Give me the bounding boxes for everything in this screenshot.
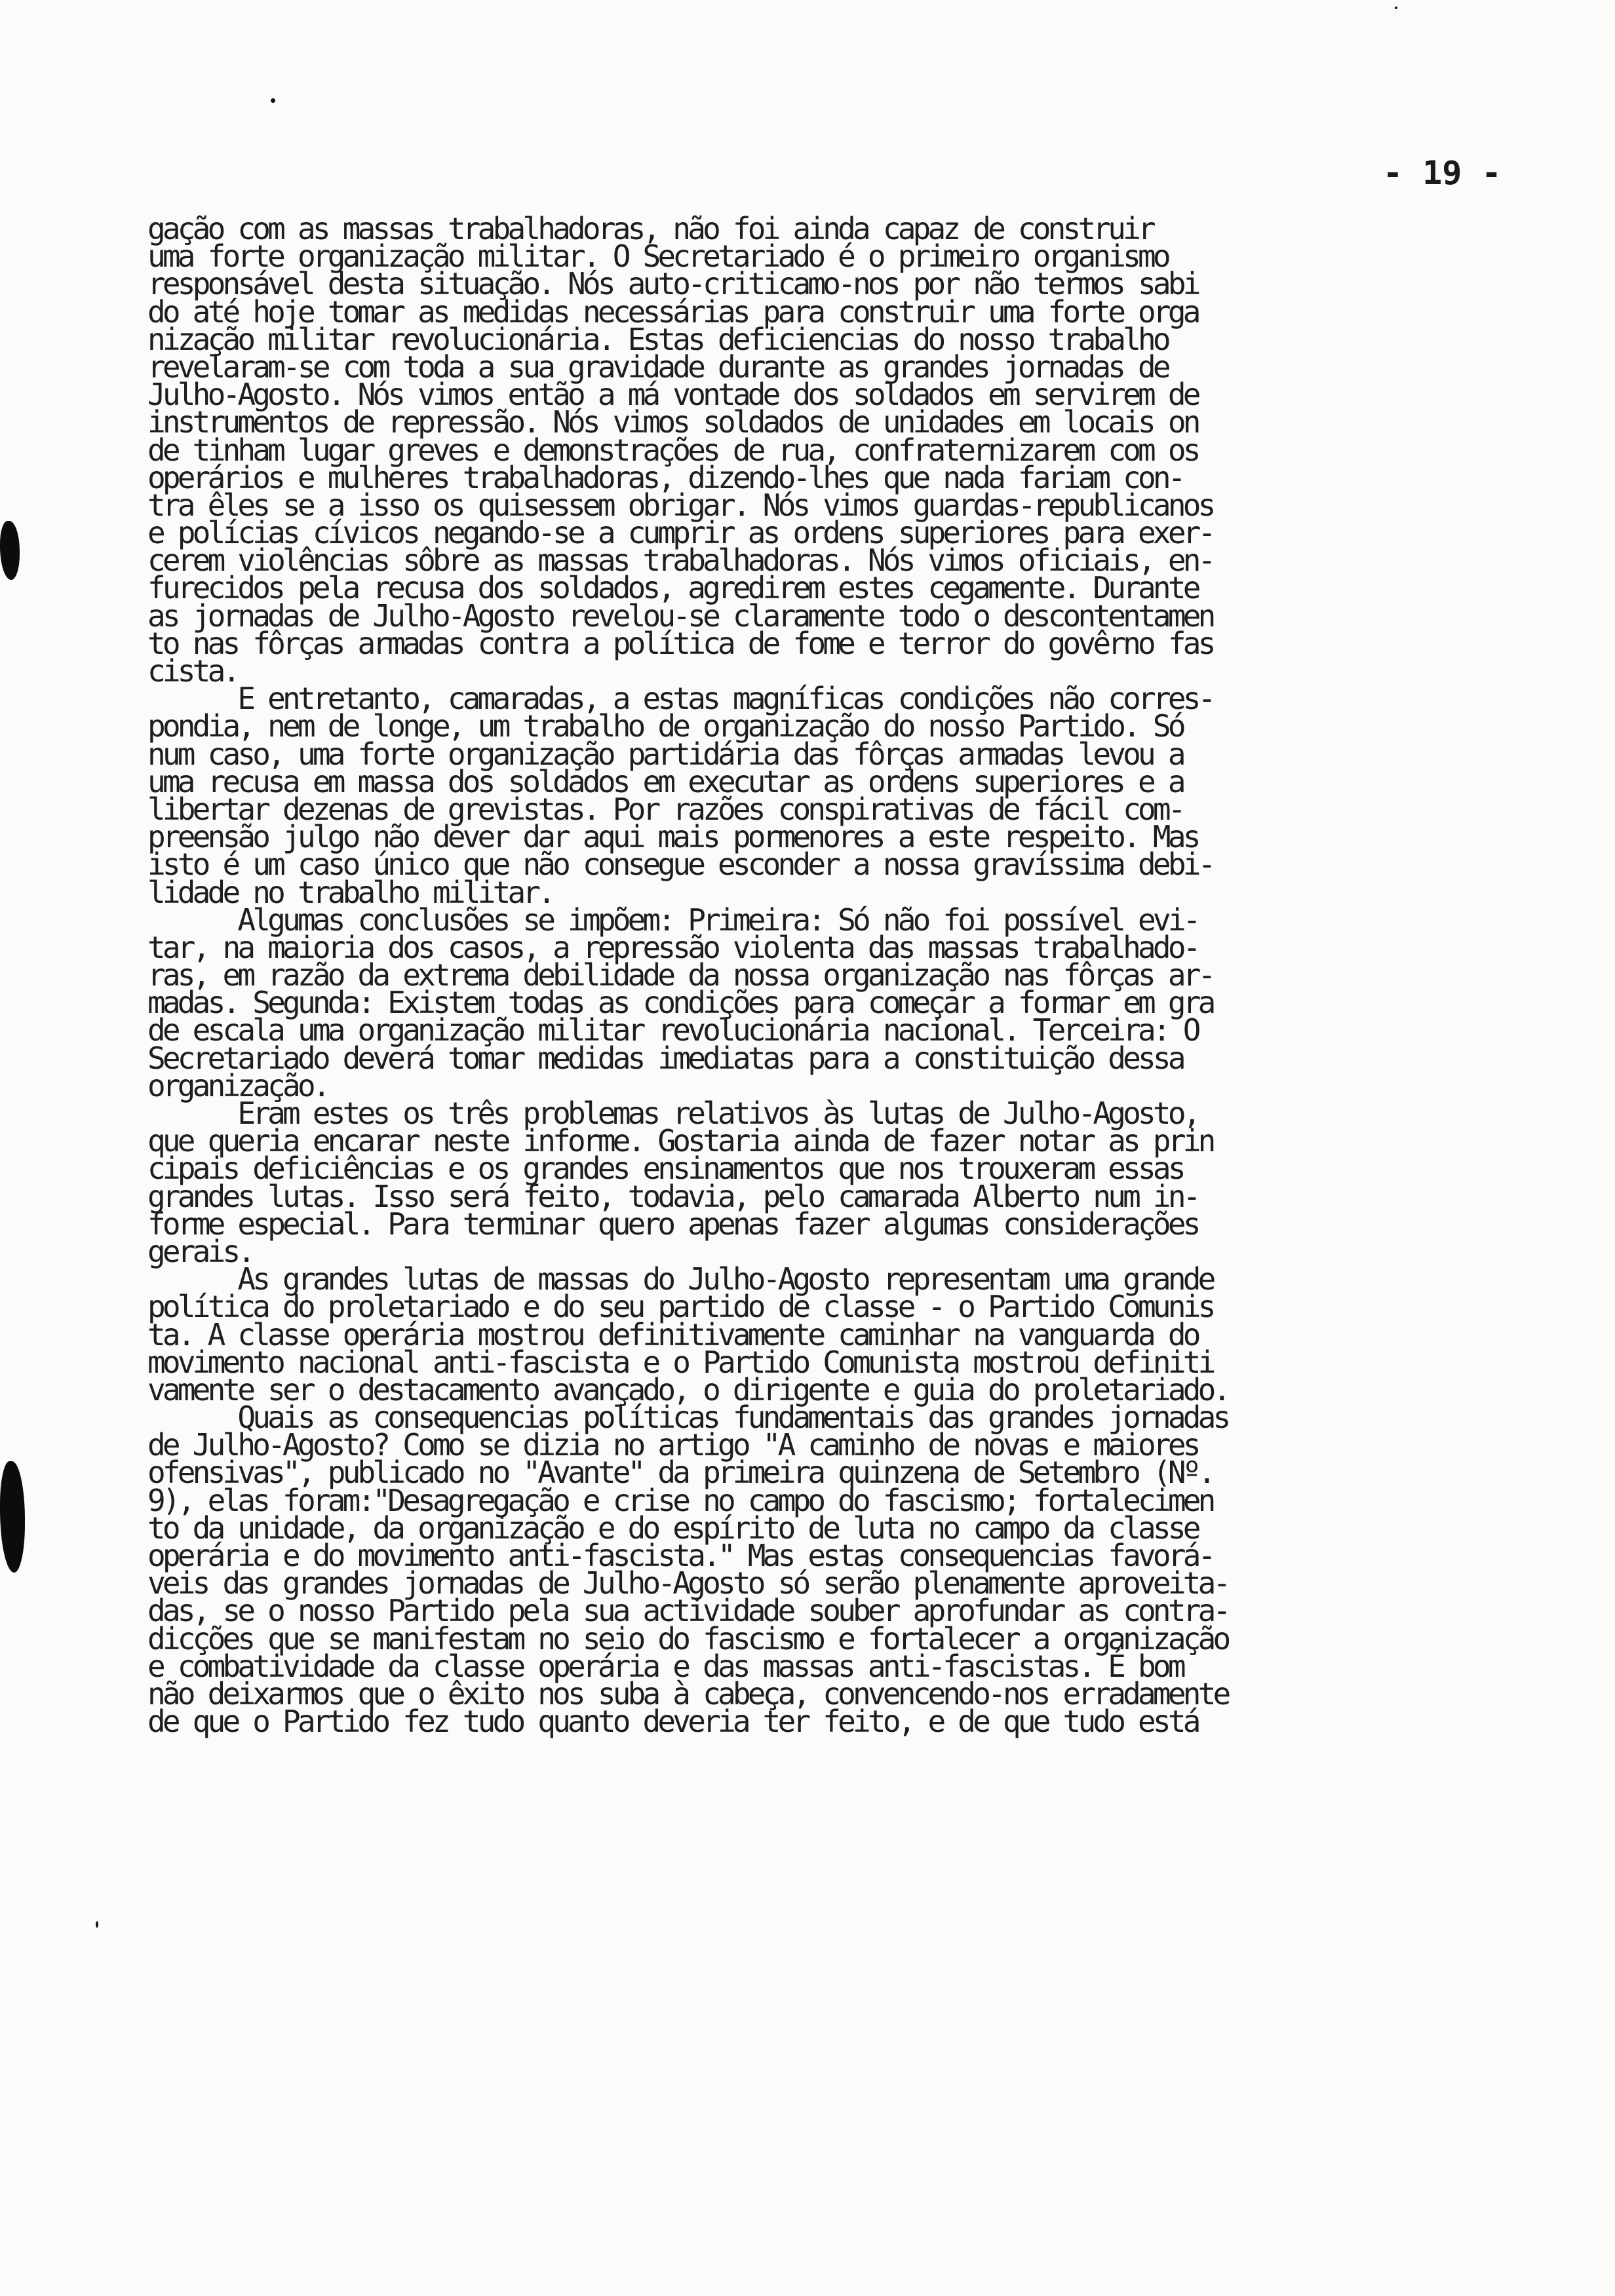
text-line: de escala uma organização militar revolucionária nacional. Terceira: O — [147, 1012, 1198, 1048]
ink-blot — [0, 1461, 25, 1573]
text-line: responsável desta situação. Nós auto-criticamo-nos por não termos sabi — [147, 266, 1198, 302]
text-line: E entretanto, camaradas, a estas magníficas condições não corres- — [147, 681, 1213, 717]
text-line: Eram estes os três problemas relativos às lutas de Julho-Agosto, — [147, 1096, 1198, 1131]
page-number: - 19 - — [1383, 154, 1502, 192]
text-line: gerais. — [147, 1233, 253, 1269]
text-line: revelaram-se com toda a sua gravidade durante as grandes jornadas de — [147, 349, 1168, 385]
text-line: ofensivas", publicado no "Avante" da primeira quinzena de Setembro (Nº. — [147, 1455, 1213, 1491]
text-line: cerem violências sôbre as massas trabalhadoras. Nós vimos oficiais, en- — [147, 543, 1213, 579]
text-line: uma recusa em massa dos soldados em executar as ordens superiores e a — [147, 763, 1183, 799]
text-line: dicções que se manifestam no seio do fascismo e fortalecer a organização — [147, 1620, 1228, 1656]
text-line: ta. A classe operária mostrou definitivamente caminhar na vanguarda do — [147, 1316, 1198, 1352]
text-line: operários e mulheres trabalhadoras, dizendo-lhes que nada fariam con- — [147, 459, 1183, 495]
body-text — [147, 211, 1537, 1740]
text-line: de que o Partido fez tudo quanto deveria ter feito, e de que tudo está — [147, 1704, 1198, 1740]
text-line: libertar dezenas de grevistas. Por razões conspirativas de fácil com- — [147, 791, 1183, 827]
text-line: organização. — [147, 1067, 328, 1103]
text-line: pondia, nem de longe, um trabalho de organização do nosso Partido. Só — [147, 708, 1183, 744]
text-line: instrumentos de repressão. Nós vimos soldados de unidades em locais on — [147, 404, 1198, 440]
text-line: e combatividade da classe operária e das massas anti-fascistas. É bom — [147, 1648, 1183, 1684]
text-line: gação com as massas trabalhadoras, não foi ainda capaz de construir — [147, 211, 1153, 246]
text-line: madas. Segunda: Existem todas as condições para começar a formar em gra — [147, 985, 1213, 1021]
text-line: to da unidade, da organização e do espírito de luta no campo da classe — [147, 1510, 1198, 1546]
text-line: tar, na maioria dos casos, a repressão violenta das massas trabalhado- — [147, 929, 1198, 965]
text-line: das, se o nosso Partido pela sua actividade souber aprofundar as contra- — [147, 1593, 1228, 1629]
text-line: num caso, uma forte organização partidária das fôrças armadas levou a — [147, 736, 1183, 772]
text-line: vamente ser o destacamento avançado, o dirigente e guia do proletariado. — [147, 1371, 1228, 1407]
text-line: política do proletariado e do seu partido de classe - o Partido Comunis — [147, 1289, 1213, 1325]
text-line: Julho-Agosto. Nós vimos então a má vontade dos soldados em servirem de — [147, 377, 1198, 413]
text-line: forme especial. Para terminar quero apenas fazer algumas considerações — [147, 1206, 1198, 1242]
scan-speck — [271, 98, 275, 103]
text-line: uma forte organização militar. O Secretariado é o primeiro organismo — [147, 239, 1168, 275]
text-line: que queria encarar neste informe. Gostaria ainda de fazer notar as prin — [147, 1123, 1213, 1159]
text-line: 9), elas foram:"Desagregação e crise no campo do fascismo; fortalecimen — [147, 1482, 1213, 1518]
text-line: veis das grandes jornadas de Julho-Agosto só serão plenamente aproveita- — [147, 1565, 1228, 1601]
text-line: Quais as consequencias políticas fundamentais das grandes jornadas — [147, 1400, 1228, 1436]
text-line: cipais deficiências e os grandes ensinamentos que nos trouxeram essas — [147, 1151, 1183, 1187]
text-line: Secretariado deverá tomar medidas imediatas para a constituição dessa — [147, 1040, 1183, 1076]
text-line: cista. — [147, 653, 238, 689]
text-line: e polícias cívicos negando-se a cumprir as ordens superiores para exer- — [147, 515, 1213, 551]
text-line: nização militar revolucionária. Estas deficiencias do nosso trabalho — [147, 321, 1168, 357]
text-line: isto é um caso único que não consegue esconder a nossa gravíssima debi- — [147, 847, 1213, 883]
text-line: preensão julgo não dever dar aqui mais pormenores a este respeito. Mas — [147, 819, 1198, 855]
text-line: furecidos pela recusa dos soldados, agredirem estes cegamente. Durante — [147, 570, 1198, 606]
text-line: As grandes lutas de massas do Julho-Agosto representam uma grande — [147, 1261, 1213, 1297]
text-line: não deixarmos que o êxito nos suba à cabeça, convencendo-nos erradamente — [147, 1675, 1228, 1712]
text-line: grandes lutas. Isso será feito, todavia, pelo camarada Alberto num in- — [147, 1178, 1198, 1214]
text-line: de tinham lugar greves e demonstrações de rua, confraternizarem com os — [147, 432, 1198, 468]
text-line: as jornadas de Julho-Agosto revelou-se claramente todo o descontentamen — [147, 598, 1213, 634]
text-line: lidade no trabalho militar. — [147, 874, 553, 910]
text-line: de Julho-Agosto? Como se dizia no artigo "A caminho de novas e maiores — [147, 1427, 1198, 1463]
text-line: Algumas conclusões se impõem: Primeira: Só não foi possível evi- — [147, 902, 1198, 938]
text-line: do até hoje tomar as medidas necessárias para construir uma forte orga — [147, 294, 1198, 330]
text-line: ras, em razão da extrema debilidade da nossa organização nas fôrças ar- — [147, 957, 1213, 993]
text-line: operária e do movimento anti-fascista." Mas estas consequencias favorá- — [147, 1538, 1213, 1573]
text-line: to nas fôrças armadas contra a política de fome e terror do govêrno fas — [147, 625, 1213, 661]
ink-blot — [0, 521, 20, 580]
scan-speck — [96, 1921, 98, 1928]
scan-speck — [1395, 7, 1397, 9]
text-line: movimento nacional anti-fascista e o Partido Comunista mostrou definiti — [147, 1344, 1213, 1380]
text-line: tra êles se a isso os quisessem obrigar. Nós vimos guardas-republicanos — [147, 487, 1213, 523]
